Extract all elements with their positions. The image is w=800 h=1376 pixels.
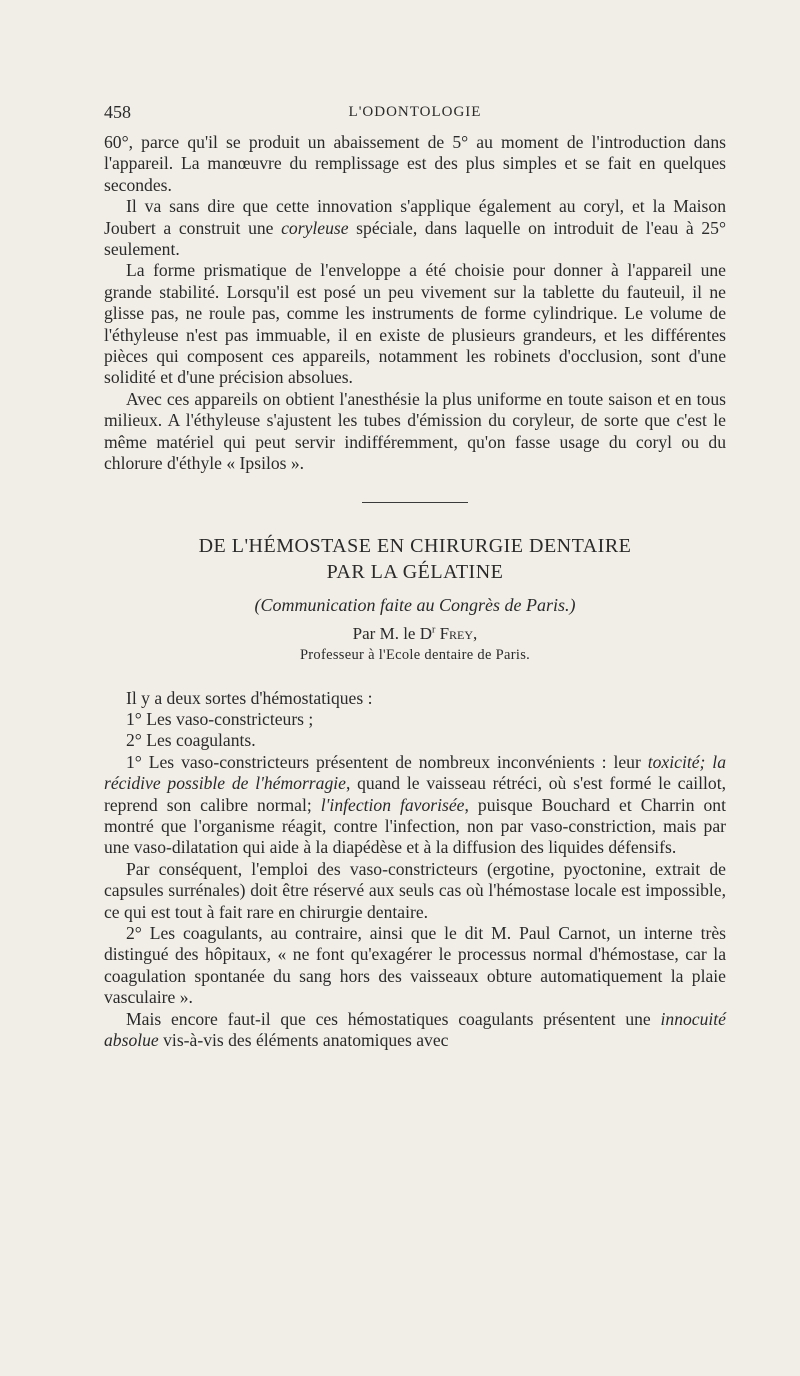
page <box>104 98 726 1051</box>
paragraph: 2° Les coagulants. <box>126 730 256 751</box>
paragraph: Avec ces appareils on obtient l'anesthésie la plus uniforme en toute saison et en tous milieux. A l'éthyleuse s'ajustent les tubes d'émission du coryleur, de sorte que c'est le même matériel qui peut servir indifféremment, qu'on fasse usage du coryl ou du chlorure d'éthyle « Ipsilos ». <box>104 388 726 474</box>
page-number: 458 <box>104 102 131 122</box>
paragraph: Il y a deux sortes d'hémostatiques : <box>126 687 373 708</box>
paragraph: Par conséquent, l'emploi des vaso-constricteurs (ergotine, pyoctonine, extrait de capsules surrénales) doit être réservé aux seuls cas où l'hémostase locale est impossible, ce qui est tout à fait rare en chirurgie dentaire. <box>104 858 726 922</box>
paragraph: 2° Les coagulants, au contraire, ainsi que le dit M. Paul Carnot, un interne très distingué des hôpitaux, « ne font qu'exagérer le processus normal d'hémostase, car la coagulation spontanée du sang hors des vaisseaux obture automatiquement la plaie vasculaire ». <box>104 922 726 1008</box>
paragraph: Il va sans dire que cette innovation s'applique également au coryl, et la Maison Joubert a construit une coryleuse spéciale, dans laquelle on introduit de l'eau à 25° seulement. <box>104 196 726 260</box>
paragraph: La forme prismatique de l'enveloppe a été choisie pour donner à l'appareil une grande stabilité. Lorsqu'il est posé un peu vivement sur la tablette du fauteuil, il ne glisse pas, ne roule pas, comme les instruments de forme cylindrique. Le volume de l'éthyleuse n'est pas immuable, il en existe de plusieurs grandeurs, et les différentes pièces qui composent ces appareils, notamment les robinets d'occlusion, sont d'une solidité et d'une précision absolues. <box>104 260 726 388</box>
running-title: L'ODONTOLOGIE <box>348 104 482 120</box>
italic-term: coryleuse <box>281 217 349 238</box>
page-header <box>104 98 726 132</box>
article-title: DE L'HÉMOSTASE EN CHIRURGIE DENTAIRE PAR LA GÉLATINE <box>198 534 632 583</box>
author-name: Frey, <box>439 623 478 643</box>
paragraph: 1° Les vaso-constricteurs présentent de nombreux inconvénients : leur toxicité; la récidive possible de l'hémorragie, quand le vaisseau rétréci, où s'est formé le caillot, reprend son calibre normal; l'infection favorisée, puisque Bouchard et Charrin ont montré que l'organisme réagit, contre l'infection, non par vaso-constriction, mais par une vaso-dilatation qui aide à la diapédèse et à la diffusion des liquides défensifs. <box>104 751 727 858</box>
paragraph: 60°, parce qu'il se produit un abaissement de 5° au moment de l'introduction dans l'appareil. La manœuvre du remplissage est des plus simples et se fait en quelques secondes. <box>104 132 726 195</box>
communication-note: (Communication faite au Congrès de Paris.) <box>254 594 576 615</box>
paragraph: Mais encore faut-il que ces hémostatiques coagulants présentent une innocuité absolue vis-à-vis des éléments anatomiques avec <box>104 1008 726 1050</box>
paragraph: 1° Les vaso-constricteurs ; <box>126 708 314 729</box>
author-role: Professeur à l'Ecole dentaire de Paris. <box>299 646 531 663</box>
author-line: Par M. le $D^r$ Frey, <box>352 623 478 643</box>
article-body <box>104 688 726 1052</box>
section-divider <box>362 502 468 503</box>
body-text <box>104 132 726 475</box>
